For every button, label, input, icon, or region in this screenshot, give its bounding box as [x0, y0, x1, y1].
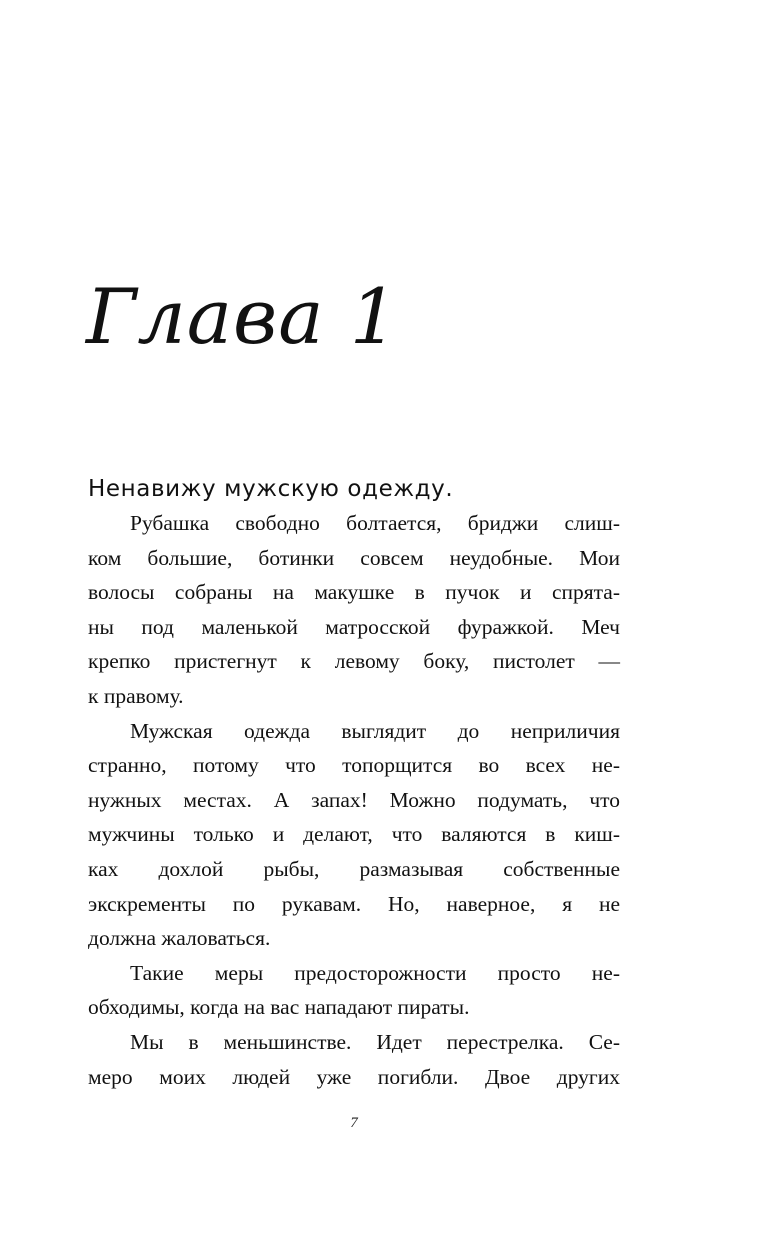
text-line: мужчины только и делают, что валяются в киш- — [88, 822, 620, 847]
paragraph — [88, 714, 620, 956]
text-line: Такие меры предосторожности просто не- — [130, 960, 620, 985]
chapter-title: Глава 1 — [86, 272, 400, 361]
text-line: ках дохлой рыбы, размазывая собственные — [88, 856, 620, 881]
text-line: экскременты по рукавам. Но, наверное, я не — [88, 891, 620, 916]
text-line: ны под маленькой матросской фуражкой. Меч — [88, 614, 620, 639]
body-text — [88, 472, 620, 1094]
text-line: меро моих людей уже погибли. Двое других — [88, 1064, 620, 1089]
page-number: 7 — [350, 1115, 358, 1131]
text-line: Мужская одежда выглядит до неприличия — [130, 718, 620, 743]
text-line: обходимы, когда на вас нападают пираты. — [88, 995, 470, 1020]
text-line: Мы в меньшинстве. Идет перестрелка. Се- — [130, 1029, 620, 1054]
lead-sentence: Ненавижу мужскую одежду. — [88, 476, 454, 502]
text-line: нужных местах. А запах! Можно подумать, что — [88, 787, 620, 812]
paragraph — [88, 506, 620, 714]
text-line: крепко пристегнут к левому боку, пистолет — — [88, 649, 620, 674]
text-line: странно, потому что топорщится во всех не- — [88, 753, 620, 778]
text-line: Рубашка свободно болтается, бриджи слиш- — [130, 511, 620, 535]
paragraph — [88, 1025, 620, 1094]
text-line: ком большие, ботинки совсем неудобные. Мои — [88, 545, 620, 570]
paragraph — [88, 956, 620, 1025]
text-line: к правому. — [88, 683, 184, 708]
text-line: должна жаловаться. — [88, 926, 271, 951]
text-line: волосы собраны на макушке в пучок и спрята- — [88, 580, 620, 605]
